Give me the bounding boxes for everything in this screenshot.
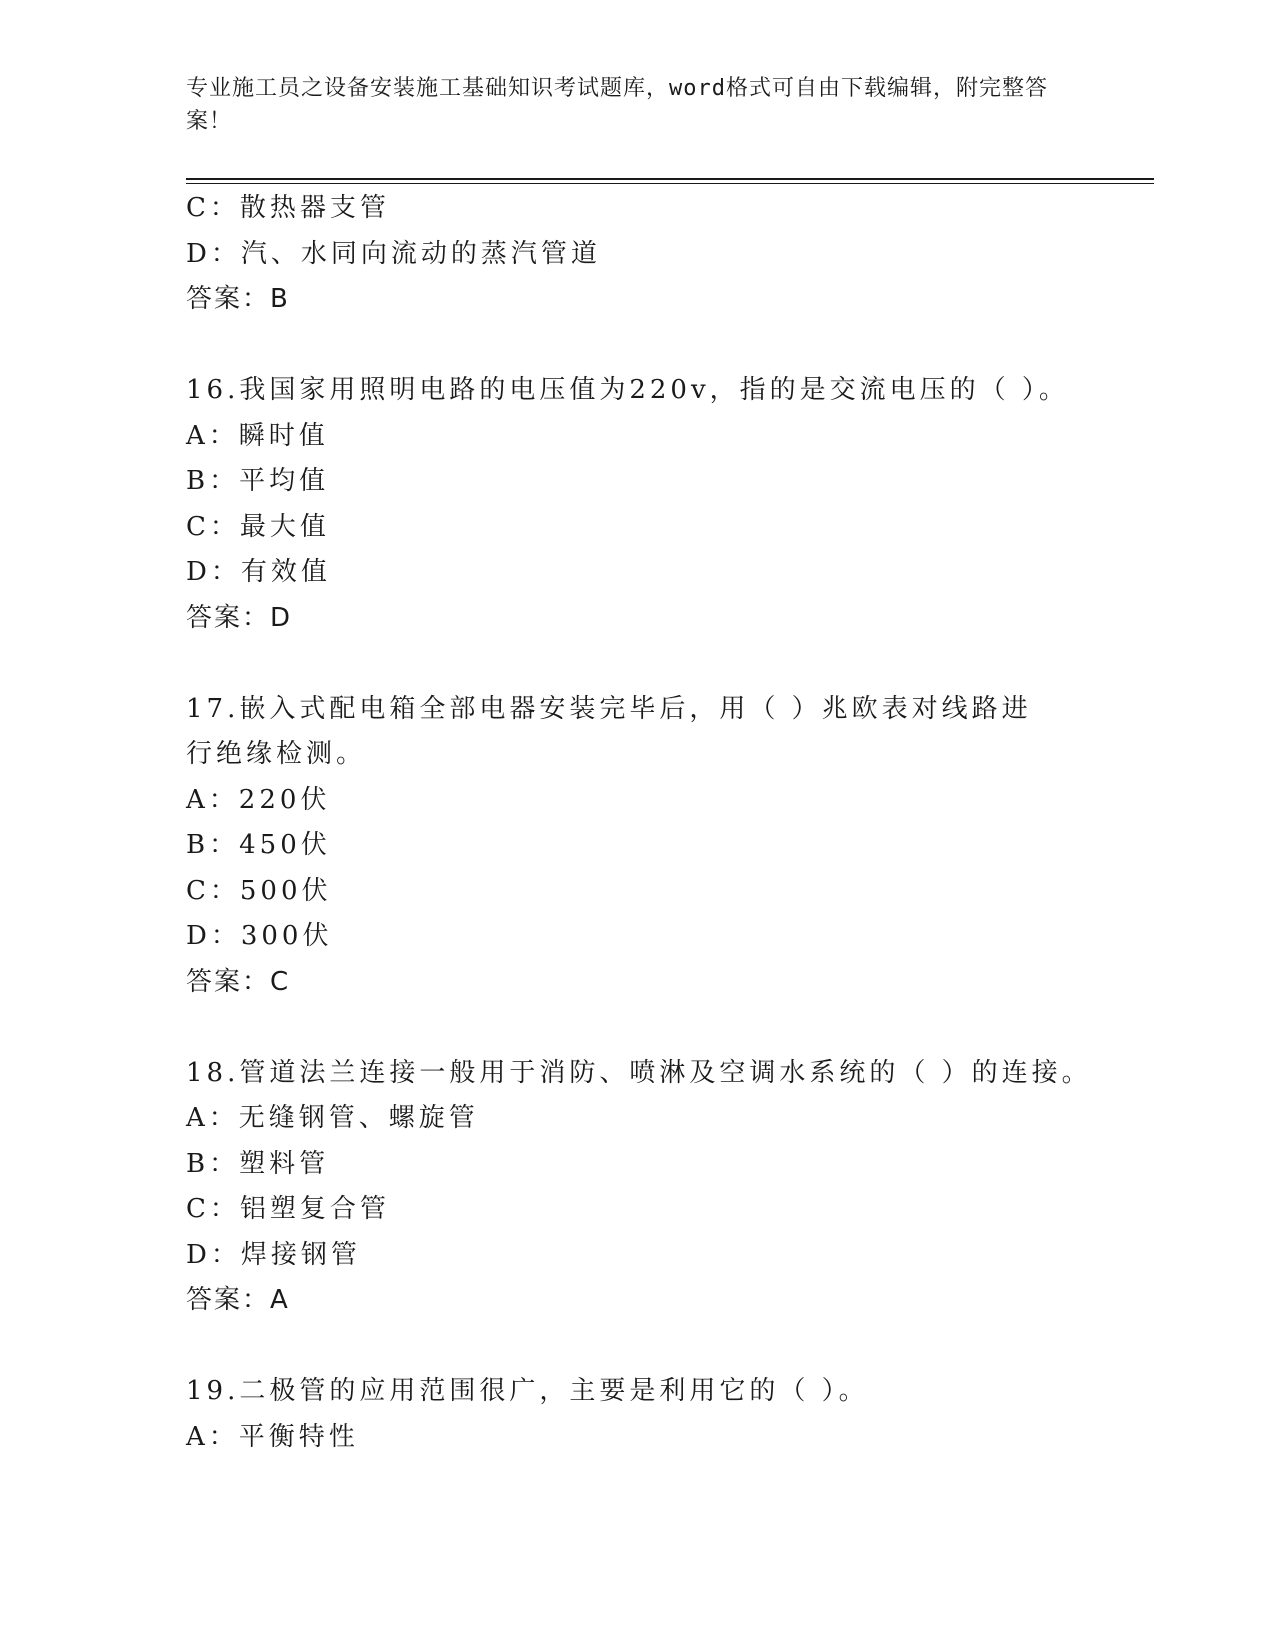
option-c: C：散热器支管 bbox=[186, 193, 390, 223]
answer: 答案：C bbox=[186, 966, 291, 997]
header-rule-thin bbox=[186, 183, 1154, 184]
option-d: D：焊接钢管 bbox=[186, 1239, 361, 1270]
document-header: 专业施工员之设备安装施工基础知识考试题库，word格式可自由下载编辑，附完整答案！ bbox=[186, 76, 1048, 134]
answer: 答案：B bbox=[186, 284, 290, 314]
option-a: A：平衡特性 bbox=[186, 1421, 359, 1452]
option-d: D：有效值 bbox=[186, 557, 331, 587]
answer: 答案：A bbox=[186, 1285, 290, 1315]
question-18: 18.管道法兰连接一般用于消防、喷淋及空调水系统的（ ）的连接。 bbox=[186, 1057, 1092, 1088]
option-a: A：无缝钢管、螺旋管 bbox=[186, 1103, 479, 1133]
option-a: A：瞬时值 bbox=[186, 420, 329, 451]
question-16: 16.我国家用照明电路的电压值为220v，指的是交流电压的（ ）。 bbox=[186, 375, 1069, 405]
option-a: A：220伏 bbox=[186, 784, 331, 815]
option-c: C：最大值 bbox=[186, 511, 330, 542]
answer: 答案：D bbox=[186, 602, 293, 633]
question-list bbox=[186, 186, 1092, 1460]
option-d: D：汽、水同向流动的蒸汽管道 bbox=[186, 238, 601, 269]
option-b: B：平均值 bbox=[186, 466, 330, 496]
header-rule-thick bbox=[186, 178, 1154, 180]
question-17: 17.嵌入式配电箱全部电器安装完毕后，用（ ）兆欧表对线路进行绝缘检测。 bbox=[186, 693, 1032, 769]
option-b: B：450伏 bbox=[186, 830, 331, 860]
option-c: C：500伏 bbox=[186, 875, 332, 906]
option-d: D：300伏 bbox=[186, 921, 333, 951]
option-b: B：塑料管 bbox=[186, 1148, 330, 1179]
option-c: C：铝塑复合管 bbox=[186, 1194, 390, 1224]
question-19: 19.二极管的应用范围很广，主要是利用它的（ ）。 bbox=[186, 1376, 869, 1406]
